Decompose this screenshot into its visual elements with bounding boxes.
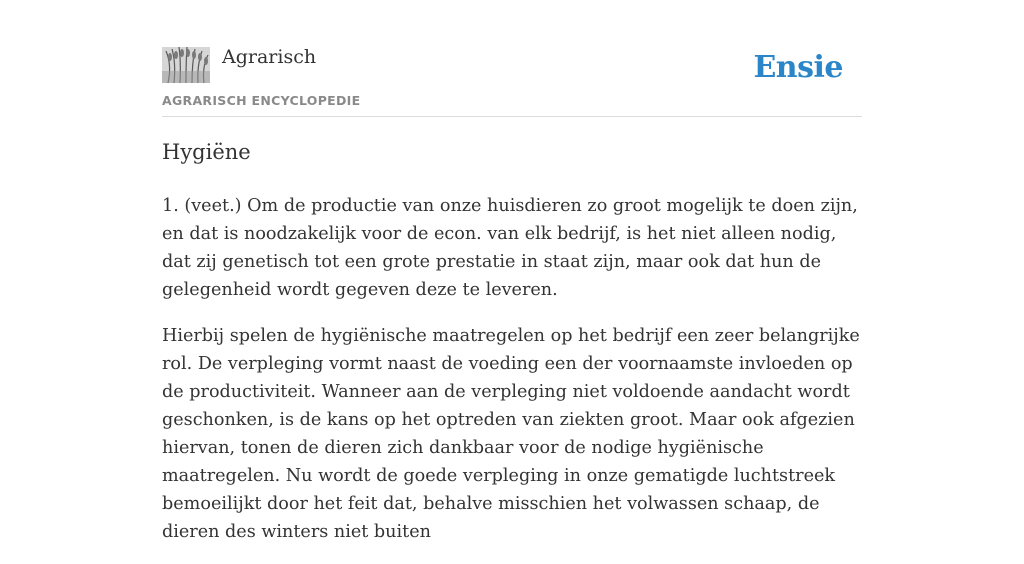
article-paragraph: 1. (veet.) Om de productie van onze huisdieren zo groot mogelijk te doen zijn, en dat is noodzakelijk voor de econ. van elk bedrijf, is het niet alleen nodig, dat zij genetisch tot een grote prestatie in staat zijn, maar ook dat hun de gelegenheid wordt gegeven deze te leveren. xyxy=(162,196,858,300)
header xyxy=(162,44,862,117)
wheat-icon xyxy=(162,47,210,83)
source-subtitle: AGRARISCH ENCYCLOPEDIE xyxy=(162,93,361,108)
brand-logo[interactable]: Ensie xyxy=(753,50,843,85)
source-logo[interactable] xyxy=(162,47,210,83)
article-paragraph: Hierbij spelen de hygiënische maatregelen op het bedrijf een zeer belangrijke rol. De verpleging vormt naast de voeding een der voornaamste invloeden op de productiviteit. Wanneer aan de verpleging niet voldoende aandacht wordt geschonken, is de kans op het optreden van ziekten groot. Maar ook afgezien hiervan, tonen de dieren zich dankbaar voor de nodige hygiënische maatregelen. Nu wordt de goede verpleging in onze gematigde luchtstreek bemoeilijkt door het feit dat, behalve misschien het volwassen schaap, de dieren des winters niet buiten xyxy=(162,326,860,542)
source-name-link[interactable]: Agrarisch xyxy=(222,46,317,68)
article-body xyxy=(162,192,862,564)
article-title: Hygiëne xyxy=(162,140,251,164)
